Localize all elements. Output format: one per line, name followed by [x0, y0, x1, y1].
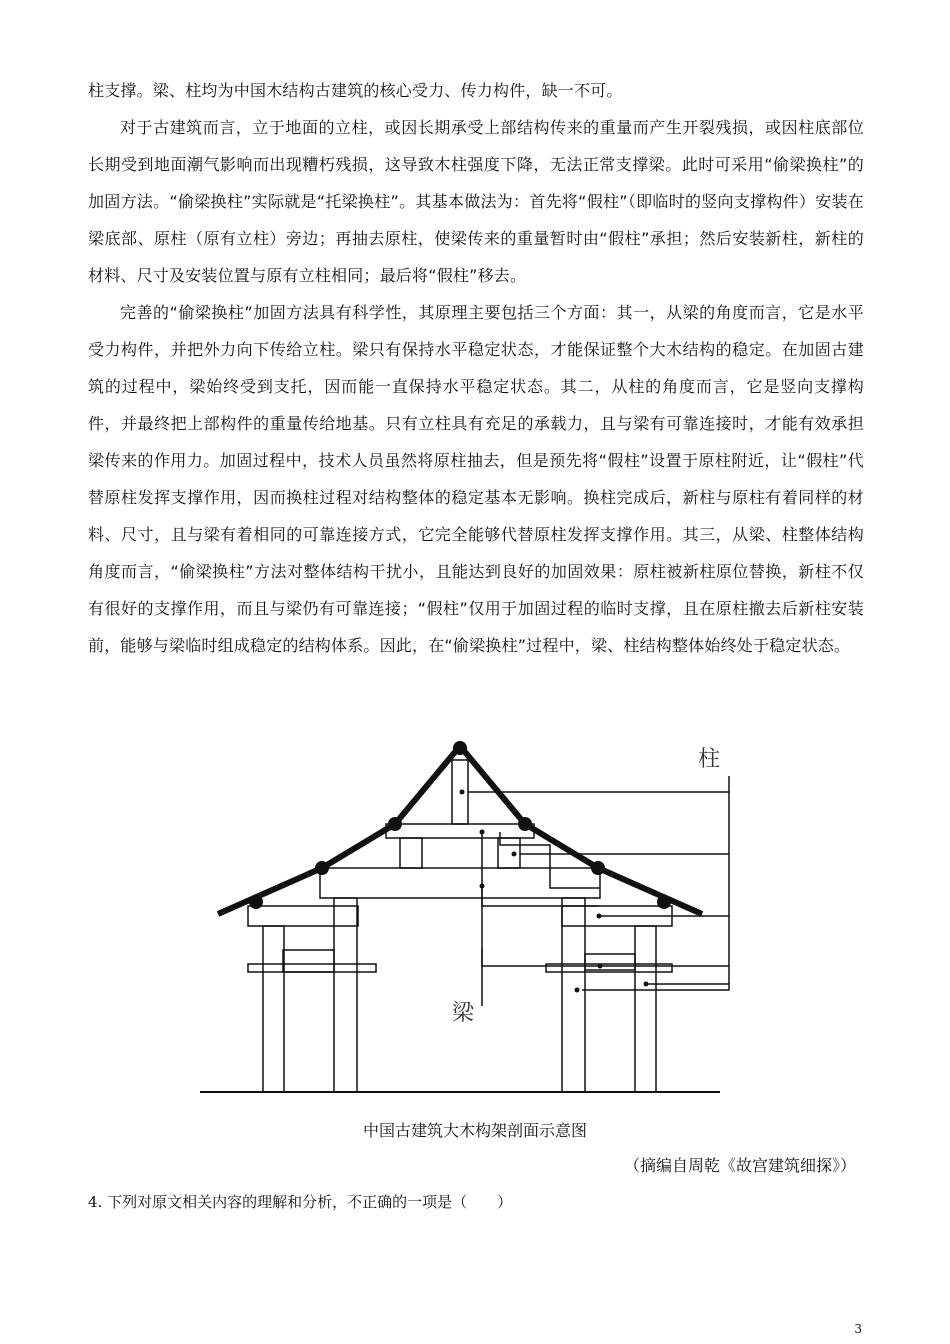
paragraph-1: 柱支撑。梁、柱均为中国木结构古建筑的核心受力、传力构件，缺一不可。 — [88, 81, 623, 100]
article-text — [88, 72, 864, 664]
column-label: 柱 — [698, 747, 721, 772]
timber-frame-diagram — [190, 728, 740, 1108]
figure-caption: 中国古建筑大木构架剖面示意图 — [362, 1121, 587, 1140]
question-4: 4. 下列对原文相关内容的理解和分析，不正确的一项是（ ） — [88, 1193, 513, 1211]
beam-label: 梁 — [452, 1001, 475, 1026]
paragraph-3: 完善的“偷梁换柱”加固方法具有科学性，其原理主要包括三个方面：其一，从梁的角度而言，它是水平受力构件，并把外力向下传给立柱。梁只有保持水平稳定状态，才能保证整个大木结构的稳定。在加固古建筑的过程中，梁始终受到支托，因而能一直保持水平稳定状态。其二，从柱的角度而言，它是竖向支撑构件，并最终把上部构件的重量传给地基。只有立柱具有充足的承载力，且与梁有可靠连接时，才能有效承担梁传来的作用力。加固过程中，技术人员虽然将原柱抽去，但是预先将“假柱”设置于原柱附近，让“假柱”代替原柱发挥支撑作用，因而换柱过程对结构整体的稳定基本无影响。换柱完成后，新柱与原柱有着同样的材料、尺寸，且与梁有着相同的可靠连接方式，它完全能够代替原柱发挥支撑作用。其三，从梁、柱整体结构角度而言，“偷梁换柱”方法对整体结构干扰小，且能达到良好的加固效果：原柱被新柱原位替换，新柱不仅有很好的支撑作用，而且与梁仍有可靠连接；“假柱”仅用于加固过程的临时支撑，且在原柱撤去后新柱安装前，能够与梁临时组成稳定的结构体系。因此，在“偷梁换柱”过程中，梁、柱结构整体始终处于稳定状态。 — [88, 303, 864, 655]
paragraph-2: 对于古建筑而言，立于地面的立柱，或因长期承受上部结构传来的重量而产生开裂残损，或因柱底部位长期受到地面潮气影响而出现糟朽残损，这导致木柱强度下降，无法正常支撑梁。此时可采用“偷梁换柱”的加固方法。“偷梁换柱”实际就是“托梁换柱”。其基本做法为：首先将“假柱”（即临时的竖向支撑构件）安装在梁底部、原柱（原有立柱）旁边；再抽去原柱，使梁传来的重量暂时由“假柱”承担；然后安装新柱，新柱的材料、尺寸及安装位置与原有立柱相同；最后将“假柱”移去。 — [88, 118, 864, 285]
figure-source: （摘编自周乾《故宫建筑细探》） — [623, 1156, 856, 1175]
page-number: 3 — [854, 1322, 862, 1336]
